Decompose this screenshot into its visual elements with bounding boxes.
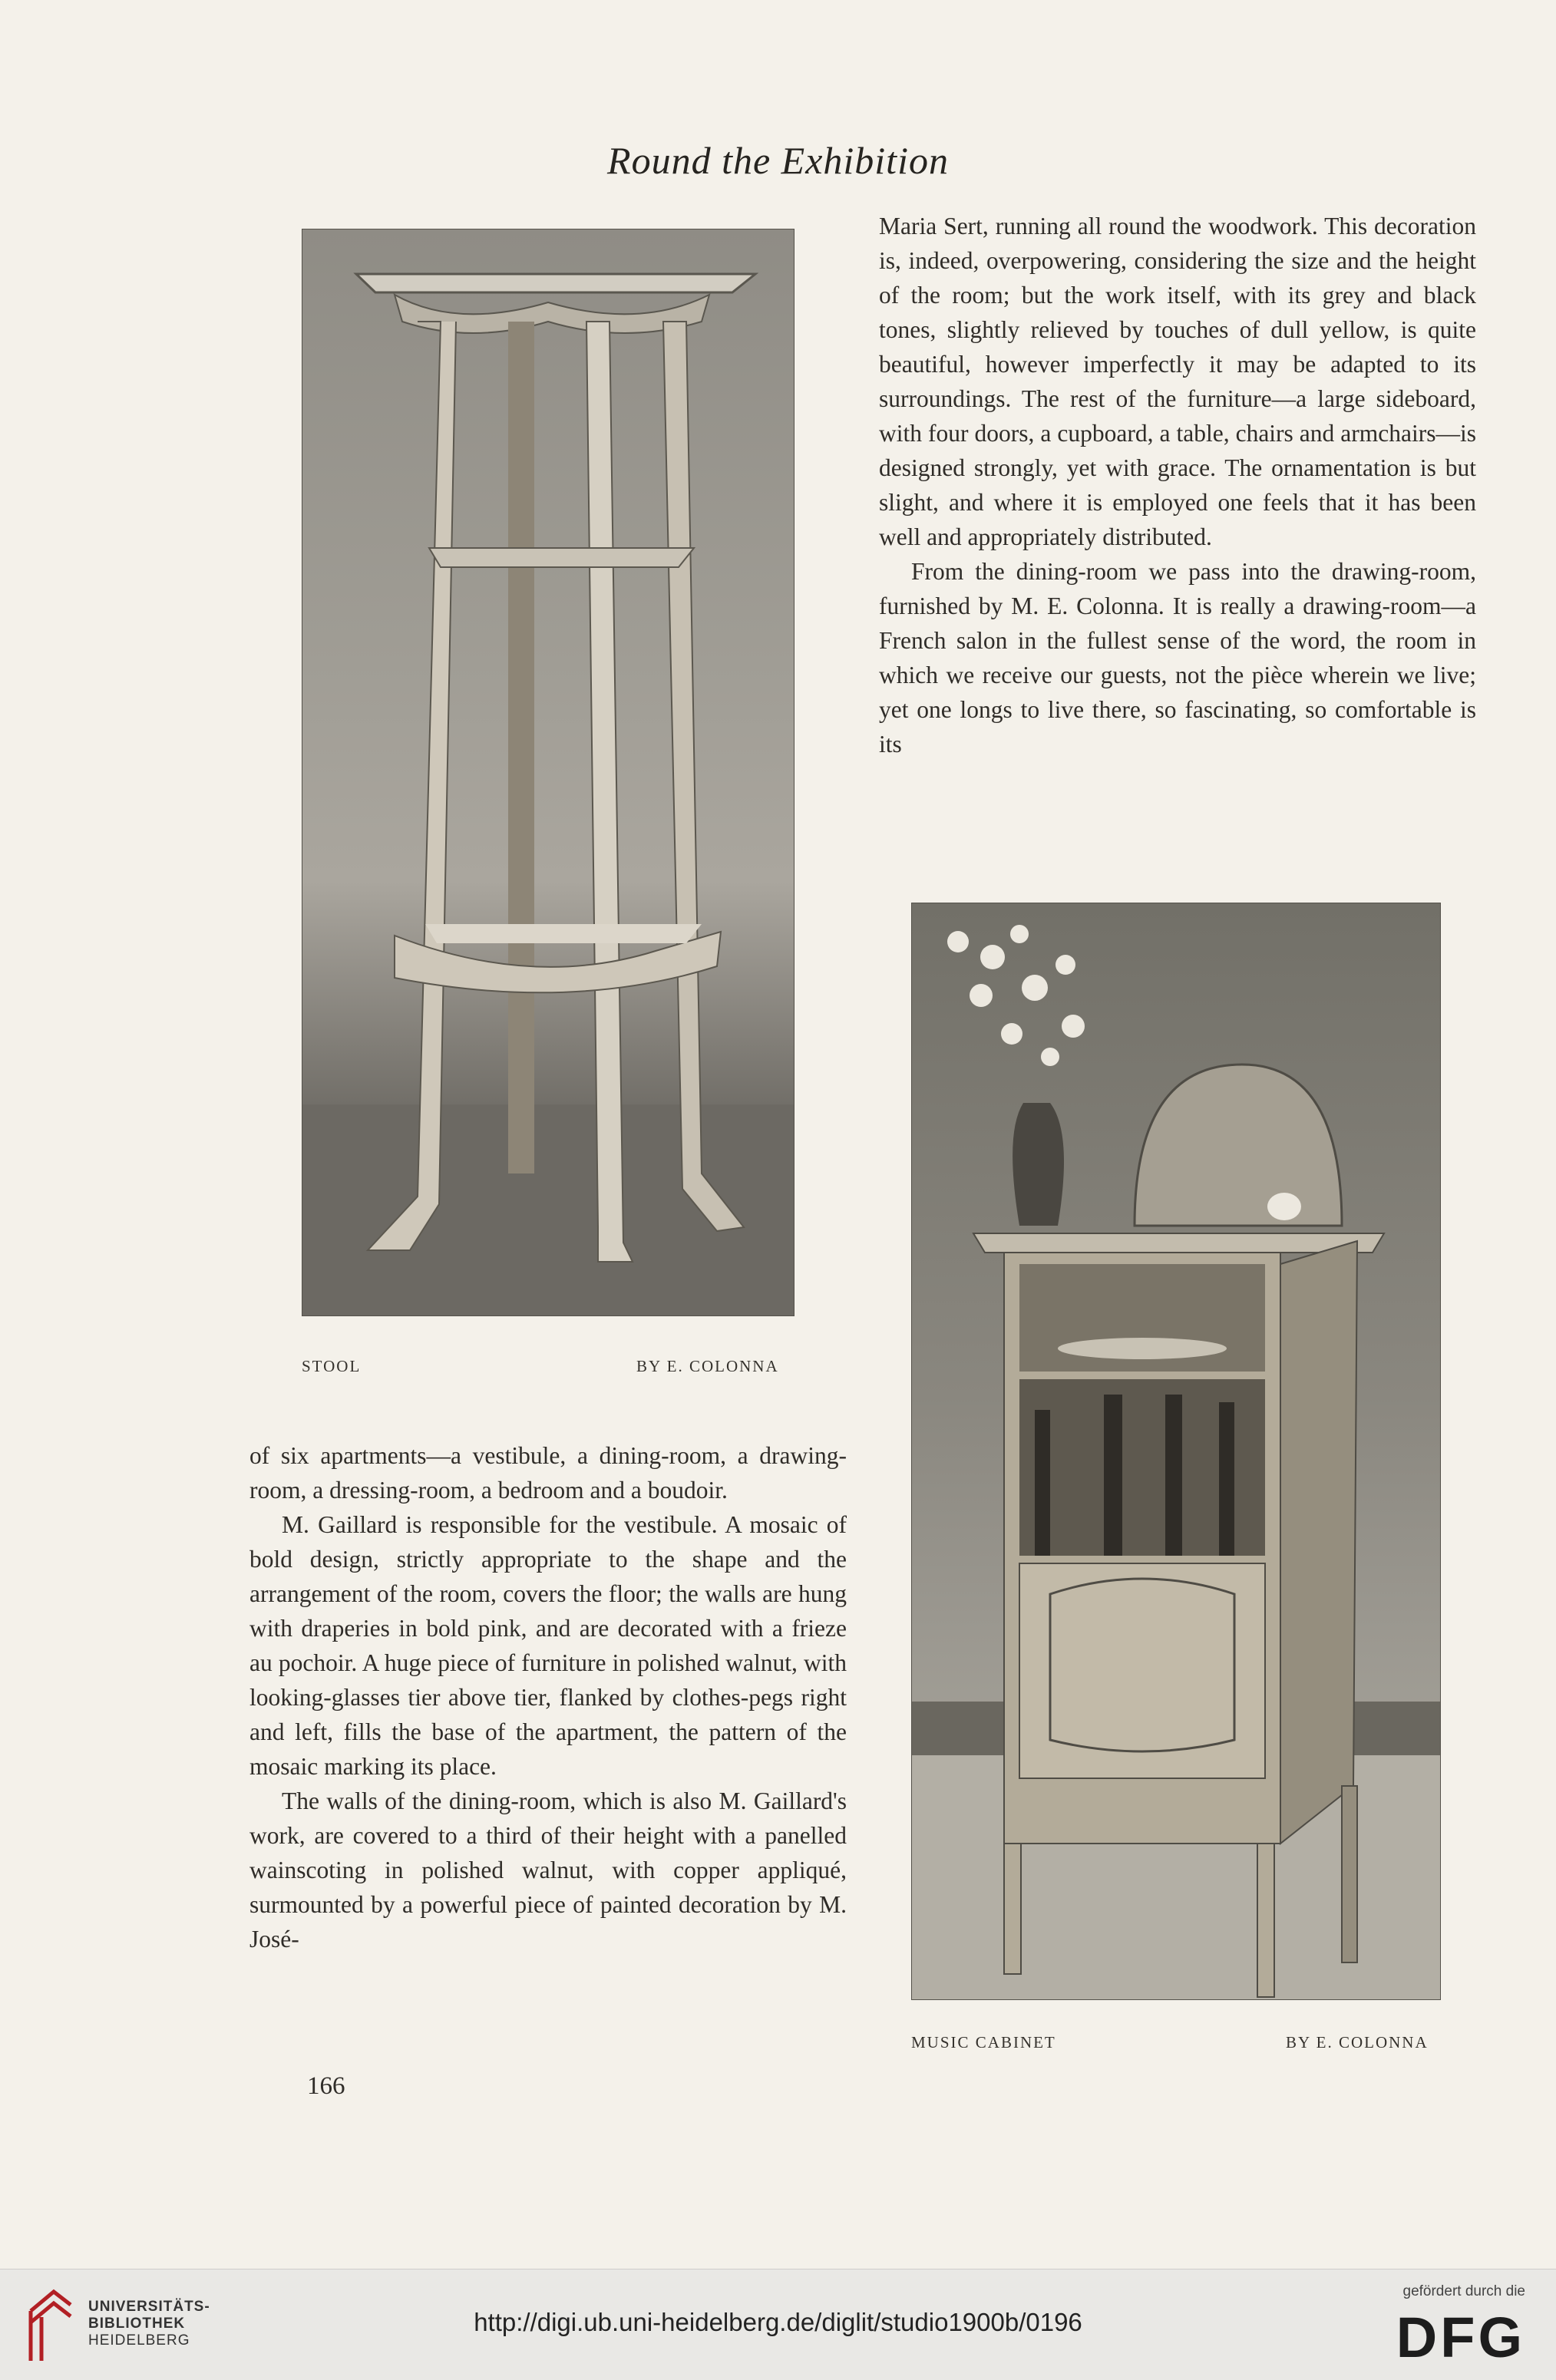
library-name-line: BIBLIOTHEK — [88, 2316, 186, 2332]
digitization-footer — [0, 2269, 1556, 2380]
cabinet-caption-credit: BY E. COLONNA — [1286, 2033, 1429, 2052]
stool-illustration — [302, 229, 794, 1315]
stool-caption-credit: BY E. COLONNA — [636, 1357, 779, 1375]
left-text-column — [249, 1438, 847, 1956]
music-cabinet-illustration — [912, 903, 1440, 1999]
cabinet-caption-title: MUSIC CABINET — [911, 2033, 1056, 2052]
paragraph: From the dining-room we pass into the drawing-room, furnished by M. E. Colonna. It is really a drawing-room—a French salon in the fullest sense of the word, the room in which we receive our guests, not the pièce wherein we live; yet one longs to live there, so fascinating, so comfortable is its — [879, 558, 1476, 758]
stool-photograph — [302, 229, 795, 1316]
source-url-link[interactable]: http://digi.ub.uni-heidelberg.de/diglit/studio1900b/0196 — [474, 2308, 1082, 2336]
page-number: 166 — [307, 2072, 345, 2100]
dfg-logo: DFG — [1396, 2306, 1525, 2369]
library-name-line: HEIDELBERG — [88, 2332, 190, 2349]
paragraph: M. Gaillard is responsible for the vestibule. A mosaic of bold design, strictly appropriate to the shape and the arrangement of the room, covers the floor; the walls are hung with draperies in bold pink, and are decorated with a frieze au pochoir. A huge piece of furniture in polished walnut, with looking-glasses tier above tier, flanked by clothes-pegs right and left, fills the base of the apartment, the pattern of the mosaic marking its place. — [249, 1511, 847, 1780]
paragraph: of six apartments—a vestibule, a dining-room, a drawing-room, a dressing-room, a bedroom and a boudoir. — [249, 1442, 847, 1504]
music-cabinet-photograph — [911, 903, 1441, 2000]
paragraph: Maria Sert, running all round the woodwork. This decoration is, indeed, overpowering, considering the size and the height of the room; but the work itself, with its grey and black tones, slightly relieved by touches of dull yellow, is quite beautiful, however imperfectly it may be adapted to its surroundings. The rest of the furniture—a large sideboard, with four doors, a cupboard, a table, chairs and armchairs—is designed strongly, yet with grace. The ornamentation is but slight, and where it is employed one feels that it has been well and appropriately distributed. — [879, 213, 1476, 550]
sponsor-text: gefördert durch die — [1402, 2283, 1525, 2299]
running-head: Round the Exhibition — [607, 139, 949, 182]
stool-caption-title: STOOL — [302, 1357, 362, 1375]
paragraph: The walls of the dining-room, which is also M. Gaillard's work, are covered to a third of their height with a panelled wainscoting in polished walnut, with copper appliqué, surmounted by a powerful piece of painted decoration by M. José- — [249, 1787, 847, 1953]
library-name-line: UNIVERSITÄTS- — [88, 2299, 210, 2315]
right-text-column — [879, 209, 1476, 761]
